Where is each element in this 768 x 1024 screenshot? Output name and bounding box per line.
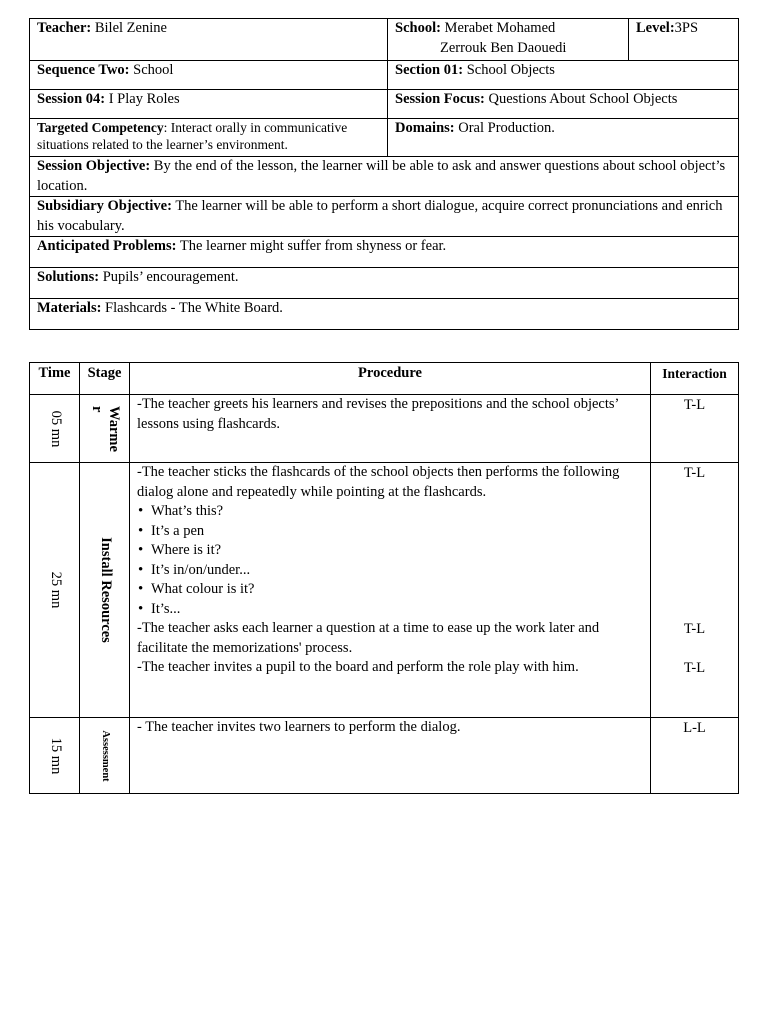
warmer-row [30,395,739,463]
install-interaction-2: T-L [683,621,706,637]
list-item: • It’s in/on/under... [151,561,643,581]
list-item: • Where is it? [151,541,643,561]
school-name-line1: Merabet Mohamed [444,20,556,36]
school-cell [388,19,629,61]
time-header: Time [30,363,80,395]
section-cell [388,61,739,90]
assessment-row [30,718,739,794]
install-interaction-cell [651,463,739,718]
install-procedure [130,463,651,718]
assessment-time: 15 mn [47,737,64,774]
session-focus-value: Questions About School Objects [488,91,678,107]
lesson-info-table [29,18,739,330]
warmer-interaction: T-L [651,395,739,463]
warmer-time-cell [30,395,80,463]
competency-label: Targeted Competency [37,120,164,135]
session-label: Session 04: [37,91,106,107]
install-interaction-3: T-L [683,660,706,676]
level-cell [629,19,739,61]
session-cell [30,90,388,119]
install-interaction-1: T-L [683,465,706,481]
anticipated-problems-label: Anticipated Problems: [37,238,177,254]
level-label: Level: [636,20,675,36]
subsidiary-objective-cell [30,197,739,237]
install-time-cell [30,463,80,718]
session-objective-cell [30,157,739,197]
list-item: • What colour is it? [151,580,643,600]
sequence-label: Sequence Two: [37,62,130,78]
materials-value: Flashcards - The White Board. [105,300,283,316]
level-value: 3PS [674,20,699,36]
session-focus-cell [388,90,739,119]
procedure-header: Procedure [130,363,651,395]
warmer-stage-line2: r [88,405,105,412]
assessment-procedure: - The teacher invites two learners to perform the dialog. [130,718,651,794]
dialog-bullet-list [137,502,643,619]
warmer-stage-cell [80,395,130,463]
section-label: Section 01: [395,62,464,78]
assessment-time-cell [30,718,80,794]
teacher-cell [30,19,388,61]
domains-value: Oral Production. [458,120,555,136]
warmer-stage-line1: Warme [105,405,122,452]
session-focus-label: Session Focus: [395,91,485,107]
school-name-line2: Zerrouk Ben Daouedi [440,39,567,56]
competency-cell [30,119,388,157]
install-stage: Install Resources [97,537,114,643]
install-stage-cell [80,463,130,718]
subsidiary-objective-label: Subsidiary Objective: [37,198,172,214]
anticipated-problems-value: The learner might suffer from shyness or fear. [179,238,447,254]
install-time: 25 mn [47,571,64,609]
teacher-label: Teacher: [37,20,92,36]
domains-cell [388,119,739,157]
install-step-2: -The teacher asks each learner a question at a time to ease up the work later and facilitate the memorizations' process. [137,620,600,656]
teacher-name: Bilel Zenine [94,20,167,36]
install-intro: -The teacher sticks the flashcards of the school objects then performs the following dialog alone and repeatedly while pointing at the flashcards. [137,464,620,500]
procedure-header-row [30,363,739,395]
assessment-stage: Assessment [99,729,111,782]
install-step-3: -The teacher invites a pupil to the board and perform the role play with him. [137,659,579,675]
session-objective-label: Session Objective: [37,158,151,174]
assessment-interaction: L-L [651,718,739,794]
warmer-time: 05 mn [47,410,64,447]
sequence-value: School [133,62,174,78]
stage-header: Stage [80,363,130,395]
solutions-label: Solutions: [37,269,100,285]
solutions-cell [30,268,739,299]
materials-label: Materials: [37,300,102,316]
competency-value: : Interact orally in communicative situations related to the learner’s environment. [37,120,348,152]
session-value: I Play Roles [108,91,180,107]
warmer-procedure: -The teacher greets his learners and revises the prepositions and the school objects’ lessons using flashcards. [130,395,651,463]
subsidiary-objective-value: The learner will be able to perform a short dialogue, acquire correct pronunciations and enrich his vocabulary. [37,198,723,234]
list-item: • What’s this? [151,502,643,522]
warmer-stage [88,406,122,452]
assessment-stage-cell [80,718,130,794]
domains-label: Domains: [395,120,455,136]
school-label: School: [395,20,441,36]
procedure-table [29,362,739,794]
solutions-value: Pupils’ encouragement. [102,269,239,285]
interaction-header: Interaction [651,363,739,395]
list-item: • It’s... [151,600,643,620]
section-value: School Objects [466,62,555,78]
anticipated-problems-cell [30,237,739,268]
session-objective-value: By the end of the lesson, the learner will be able to ask and answer questions about school object’s location. [37,158,726,194]
install-row [30,463,739,718]
materials-cell [30,299,739,330]
sequence-cell [30,61,388,90]
list-item: • It’s a pen [151,522,643,542]
